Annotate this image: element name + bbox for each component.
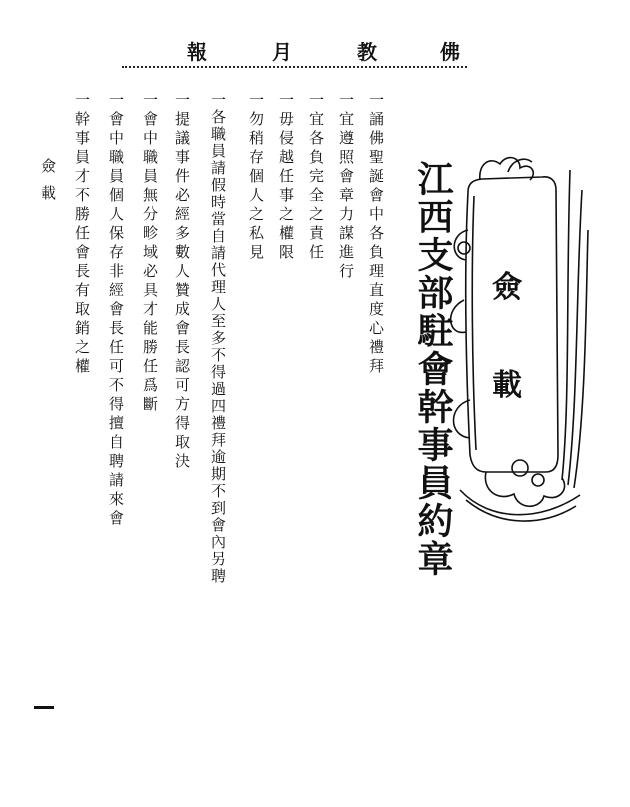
rule-column: 一幹事員才不勝任會長有取銷之權 <box>73 92 91 377</box>
rule-column: 一勿稍存個人之私見 <box>247 92 265 263</box>
header-title-char-2: 教 <box>357 40 377 64</box>
rule-column: 一誦佛聖誕會中各負理直度心禮拜 <box>367 92 385 377</box>
page-number <box>34 706 54 709</box>
header-title-char-3: 月 <box>272 40 292 64</box>
rule-column: 一會中職員無分畛域必具才能勝任爲斷 <box>141 92 159 415</box>
article-title: 江西支部駐會幹事員約章 <box>412 160 454 578</box>
header-title-char-1: 佛 <box>440 40 460 64</box>
header-title-char-4: 報 <box>187 40 207 64</box>
rule-column: 一毋侵越任事之權限 <box>277 92 295 263</box>
rule-column: 一宜遵照會章力謀進行 <box>337 92 355 282</box>
rule-column: 一會中職員個人保存非經會長任可不得擅自聘請來會 <box>107 92 125 529</box>
header-rule <box>122 66 467 68</box>
rule-column: 一宜各負完全之責任 <box>307 92 325 263</box>
rule-column: 一提議事件必經多數人贊成會長認可方得取決 <box>173 92 191 472</box>
frame-label-char-2: 載 <box>492 368 522 403</box>
frame-label-char-1: 僉 <box>492 270 522 305</box>
rule-column: 一各職員請假時當自請代理人至多不得過四禮拜逾期不到會內另聘 <box>209 92 227 585</box>
side-section-label: 僉載 <box>39 158 57 212</box>
